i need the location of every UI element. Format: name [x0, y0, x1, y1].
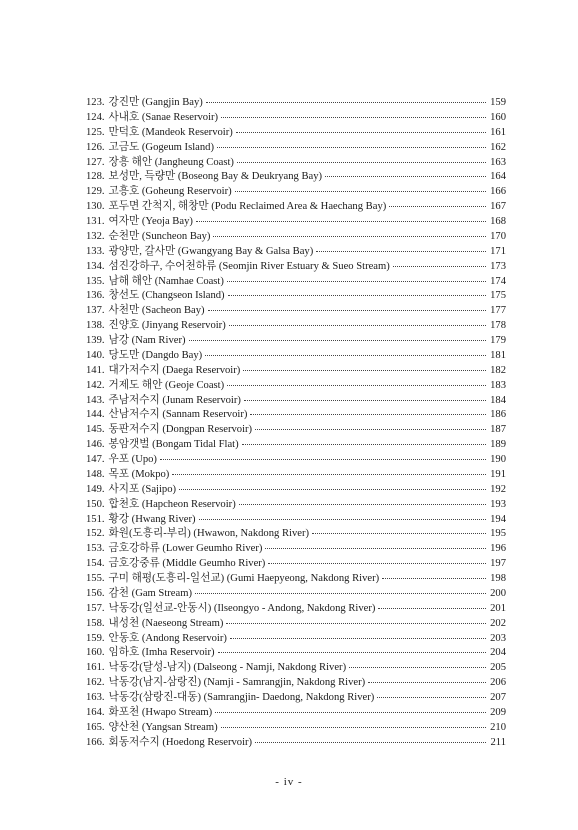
entry-page-number: 168: [490, 216, 506, 227]
dot-leader: [236, 131, 486, 133]
entry-title: 금호강하류 (Lower Geumho River): [108, 543, 263, 555]
toc-entry[interactable]: [86, 245, 506, 260]
entry-page-number: 174: [490, 275, 506, 287]
entry-title: 사천만 (Sacheon Bay): [108, 305, 205, 317]
toc-entry[interactable]: [86, 736, 506, 751]
entry-title: 당도만 (Dangdo Bay): [108, 349, 203, 361]
entry-number: 134.: [86, 260, 105, 272]
entry-number: 128.: [86, 171, 105, 183]
dot-leader: [160, 458, 486, 460]
toc-entry[interactable]: [86, 215, 506, 230]
entry-number: 156.: [86, 587, 105, 599]
entry-number: 139.: [86, 335, 105, 346]
toc-entry[interactable]: [86, 483, 506, 498]
toc-entry[interactable]: [86, 349, 506, 364]
entry-page-number: 166: [490, 186, 506, 198]
entry-number: 165.: [86, 721, 105, 733]
entry-number: 161.: [86, 662, 105, 674]
entry-number: 150.: [86, 498, 105, 510]
toc-entry[interactable]: [86, 394, 506, 409]
entry-number: 124.: [86, 111, 105, 123]
entry-title: 광양만, 갈사만 (Gwangyang Bay & Galsa Bay): [108, 245, 314, 257]
toc-entry[interactable]: [86, 289, 506, 304]
dot-leader: [382, 577, 486, 579]
toc-entry[interactable]: [86, 230, 506, 245]
toc-entry[interactable]: [86, 111, 506, 126]
dot-leader: [199, 518, 487, 520]
entry-number: 125.: [86, 126, 105, 138]
entry-number: 153.: [86, 543, 105, 555]
entry-title: 구미 해평(도흥리-일선교) (Gumi Haepyeong, Nakdong River): [108, 573, 380, 584]
toc-entry[interactable]: [86, 185, 506, 200]
entry-title: 합천호 (Hapcheon Reservoir): [108, 498, 236, 510]
toc-entry[interactable]: [86, 542, 506, 557]
entry-title: 거제도 해안 (Geoje Coast): [108, 379, 225, 391]
entry-number: 151.: [86, 513, 105, 525]
dot-leader: [227, 280, 486, 282]
entry-page-number: 203: [490, 632, 506, 644]
entry-number: 135.: [86, 275, 105, 287]
entry-title: 감천 (Gam Stream): [108, 587, 192, 599]
entry-page-number: 197: [490, 558, 506, 570]
entry-page-number: 183: [490, 379, 506, 391]
entry-number: 164.: [86, 706, 105, 718]
entry-title: 안동호 (Andong Reservoir): [108, 632, 227, 644]
toc-entry[interactable]: [86, 721, 506, 736]
entry-number: 147.: [86, 454, 105, 465]
dot-leader: [206, 101, 486, 103]
entry-title: 화포천 (Hwapo Stream): [108, 706, 213, 718]
entry-title: 고금도 (Gogeum Island): [108, 141, 214, 153]
toc-entry[interactable]: [86, 602, 506, 617]
entry-page-number: 190: [490, 454, 506, 465]
entry-page-number: 193: [490, 498, 506, 510]
toc-entry[interactable]: [86, 364, 506, 379]
entry-number: 132.: [86, 230, 105, 242]
toc-entry[interactable]: [86, 156, 506, 171]
entry-title: 회동저수지 (Hoedong Reservoir): [108, 736, 253, 748]
entry-page-number: 178: [490, 320, 506, 332]
dot-leader: [227, 384, 486, 386]
entry-title: 사내호 (Sanae Reservoir): [108, 111, 219, 123]
toc-entry[interactable]: [86, 423, 506, 438]
entry-title: 산남저수지 (Sannam Reservoir): [108, 409, 248, 421]
entry-page-number: 184: [490, 394, 506, 406]
dot-leader: [196, 220, 486, 222]
entry-number: 146.: [86, 439, 105, 451]
toc-entry[interactable]: [86, 691, 506, 706]
toc-entry[interactable]: [86, 572, 506, 587]
toc-entry[interactable]: [86, 334, 506, 349]
dot-leader: [265, 547, 486, 549]
page-number: - iv -: [275, 776, 303, 788]
entry-title: 임하호 (Imha Reservoir): [108, 647, 215, 659]
dot-leader: [229, 324, 486, 326]
entry-page-number: 186: [490, 409, 506, 421]
toc-entry[interactable]: [86, 319, 506, 334]
entry-number: 133.: [86, 245, 105, 257]
toc-entry[interactable]: [86, 141, 506, 156]
entry-number: 127.: [86, 156, 105, 168]
dot-leader: [244, 399, 486, 401]
dot-leader: [243, 369, 486, 371]
entry-title: 대가저수지 (Daega Reservoir): [108, 364, 241, 376]
dot-leader: [255, 428, 486, 430]
entry-title: 사지포 (Sajipo): [108, 483, 177, 495]
toc-entry[interactable]: [86, 468, 506, 483]
entry-number: 148.: [86, 468, 105, 480]
entry-page-number: 189: [490, 439, 506, 451]
entry-title: 고흥호 (Goheung Reservoir): [108, 186, 232, 198]
entry-page-number: 206: [490, 677, 506, 689]
dot-leader: [189, 339, 487, 341]
dot-leader: [226, 622, 486, 624]
toc-entry[interactable]: [86, 498, 506, 513]
dot-leader: [255, 741, 486, 743]
toc-entry[interactable]: [86, 438, 506, 453]
entry-title: 낙동강(삼랑진-대동) (Samrangjin- Daedong, Nakdong River): [108, 692, 375, 703]
entry-page-number: 177: [490, 305, 506, 317]
entry-page-number: 175: [490, 290, 506, 302]
entry-page-number: 164: [490, 171, 506, 183]
entry-page-number: 170: [490, 230, 506, 242]
entry-number: 138.: [86, 320, 105, 332]
dot-leader: [230, 637, 486, 639]
entry-title: 우포 (Upo): [108, 454, 157, 465]
toc-entry[interactable]: [86, 96, 506, 111]
dot-leader: [316, 250, 486, 252]
toc-entry[interactable]: [86, 304, 506, 319]
entry-page-number: 195: [490, 528, 506, 540]
toc-entry[interactable]: [86, 646, 506, 661]
entry-title: 낙동강(일선교-안동시) (Ilseongyo - Andong, Nakdong River): [108, 602, 376, 614]
entry-title: 목포 (Mokpo): [108, 468, 170, 480]
entry-page-number: 171: [490, 245, 506, 257]
entry-number: 136.: [86, 290, 105, 302]
toc-entry[interactable]: [86, 587, 506, 602]
entry-title: 황강 (Hwang River): [108, 513, 196, 525]
entry-page-number: 211: [490, 736, 506, 748]
entry-page-number: 191: [490, 468, 506, 480]
entry-page-number: 173: [490, 260, 506, 272]
toc-entry[interactable]: [86, 661, 506, 676]
entry-number: 140.: [86, 349, 105, 361]
entry-number: 142.: [86, 379, 105, 391]
entry-title: 동판저수지 (Dongpan Reservoir): [108, 424, 253, 436]
entry-number: 141.: [86, 364, 105, 376]
dot-leader: [205, 354, 486, 356]
entry-page-number: 167: [490, 201, 506, 213]
toc-entry[interactable]: [86, 513, 506, 528]
entry-page-number: 205: [490, 662, 506, 674]
dot-leader: [215, 711, 486, 713]
entry-number: 158.: [86, 617, 105, 629]
entry-number: 126.: [86, 141, 105, 153]
dot-leader: [312, 532, 486, 534]
entry-number: 163.: [86, 692, 105, 703]
entry-title: 주남저수지 (Junam Reservoir): [108, 394, 241, 406]
entry-number: 159.: [86, 632, 105, 644]
entry-page-number: 202: [490, 617, 506, 629]
entry-number: 157.: [86, 602, 105, 614]
toc-entry[interactable]: [86, 126, 506, 141]
entry-title: 섬진강하구, 수어천하류 (Seomjin River Estuary & Sueo Stream): [108, 260, 390, 272]
entry-page-number: 209: [490, 706, 506, 718]
dot-leader: [389, 205, 486, 207]
entry-page-number: 194: [490, 513, 506, 525]
entry-title: 봉암갯벌 (Bongam Tidal Flat): [108, 439, 239, 451]
dot-leader: [179, 488, 486, 490]
toc-entry[interactable]: [86, 632, 506, 647]
dot-leader: [221, 116, 486, 118]
entry-page-number: 159: [490, 97, 506, 108]
entry-title: 순천만 (Suncheon Bay): [108, 230, 211, 242]
entry-number: 129.: [86, 186, 105, 198]
entry-title: 포두면 간척지, 해창만 (Podu Reclaimed Area & Haechang Bay): [108, 201, 387, 213]
table-of-contents: [86, 96, 506, 751]
entry-number: 131.: [86, 216, 105, 227]
entry-number: 123.: [86, 97, 105, 108]
dot-leader: [195, 592, 486, 594]
entry-page-number: 200: [490, 587, 506, 599]
entry-page-number: 196: [490, 543, 506, 555]
dot-leader: [377, 696, 486, 698]
entry-title: 진양호 (Jinyang Reservoir): [108, 320, 226, 332]
dot-leader: [172, 473, 486, 475]
toc-entry[interactable]: [86, 379, 506, 394]
entry-page-number: 181: [490, 349, 506, 361]
toc-entry[interactable]: [86, 557, 506, 572]
entry-number: 143.: [86, 394, 105, 406]
entry-number: 149.: [86, 483, 105, 495]
dot-leader: [235, 190, 486, 192]
entry-page-number: 204: [490, 647, 506, 659]
toc-entry[interactable]: [86, 527, 506, 542]
entry-title: 양산천 (Yangsan Stream): [108, 721, 218, 733]
entry-page-number: 207: [490, 692, 506, 703]
dot-leader: [208, 309, 486, 311]
dot-leader: [378, 607, 486, 609]
entry-number: 130.: [86, 201, 105, 213]
entry-number: 166.: [86, 736, 105, 748]
toc-entry[interactable]: [86, 408, 506, 423]
dot-leader: [325, 175, 486, 177]
entry-page-number: 160: [490, 111, 506, 123]
entry-page-number: 187: [490, 424, 506, 436]
entry-title: 화원(도흥리-부리) (Hwawon, Nakdong River): [108, 528, 310, 540]
toc-entry[interactable]: [86, 170, 506, 185]
entry-page-number: 210: [490, 721, 506, 733]
dot-leader: [368, 681, 486, 683]
entry-page-number: 198: [490, 573, 506, 584]
entry-title: 금호강중류 (Middle Geumho River): [108, 558, 266, 570]
entry-page-number: 161: [490, 126, 506, 138]
entry-title: 남강 (Nam River): [108, 335, 186, 346]
toc-entry[interactable]: [86, 453, 506, 468]
dot-leader: [242, 443, 486, 445]
entry-number: 152.: [86, 528, 105, 540]
entry-number: 137.: [86, 305, 105, 317]
dot-leader: [217, 146, 486, 148]
entry-title: 낙동강(남지-삼랑진) (Namji - Samrangjin, Nakdong River): [108, 677, 366, 689]
toc-entry[interactable]: [86, 617, 506, 632]
entry-page-number: 179: [490, 335, 506, 346]
entry-number: 154.: [86, 558, 105, 570]
dot-leader: [228, 294, 486, 296]
entry-page-number: 192: [490, 483, 506, 495]
dot-leader: [349, 666, 486, 668]
entry-number: 160.: [86, 647, 105, 659]
dot-leader: [268, 562, 486, 564]
dot-leader: [218, 651, 486, 653]
toc-entry[interactable]: [86, 260, 506, 275]
toc-entry[interactable]: [86, 275, 506, 290]
entry-page-number: 201: [490, 602, 506, 614]
toc-entry[interactable]: [86, 676, 506, 691]
entry-number: 162.: [86, 677, 105, 689]
entry-title: 낙동강(달성-남지) (Dalseong - Namji, Nakdong River): [108, 662, 347, 674]
entry-title: 남해 해안 (Namhae Coast): [108, 275, 224, 287]
dot-leader: [393, 265, 486, 267]
entry-title: 장흥 해안 (Jangheung Coast): [108, 156, 234, 168]
dot-leader: [221, 726, 486, 728]
entry-page-number: 162: [490, 141, 506, 153]
entry-number: 145.: [86, 424, 105, 436]
entry-title: 강진만 (Gangjin Bay): [108, 97, 203, 108]
entry-title: 보성만, 득량만 (Boseong Bay & Deukryang Bay): [108, 171, 323, 183]
toc-entry[interactable]: [86, 706, 506, 721]
entry-title: 여자만 (Yeoja Bay): [108, 216, 193, 227]
entry-page-number: 163: [490, 156, 506, 168]
entry-title: 창선도 (Changseon Island): [108, 290, 225, 302]
dot-leader: [239, 503, 486, 505]
entry-title: 만덕호 (Mandeok Reservoir): [108, 126, 233, 138]
entry-number: 144.: [86, 409, 105, 421]
entry-number: 155.: [86, 573, 105, 584]
toc-entry[interactable]: [86, 200, 506, 215]
dot-leader: [213, 235, 486, 237]
dot-leader: [250, 413, 486, 415]
entry-page-number: 182: [490, 364, 506, 376]
entry-title: 내성천 (Naeseong Stream): [108, 617, 224, 629]
dot-leader: [237, 161, 486, 163]
